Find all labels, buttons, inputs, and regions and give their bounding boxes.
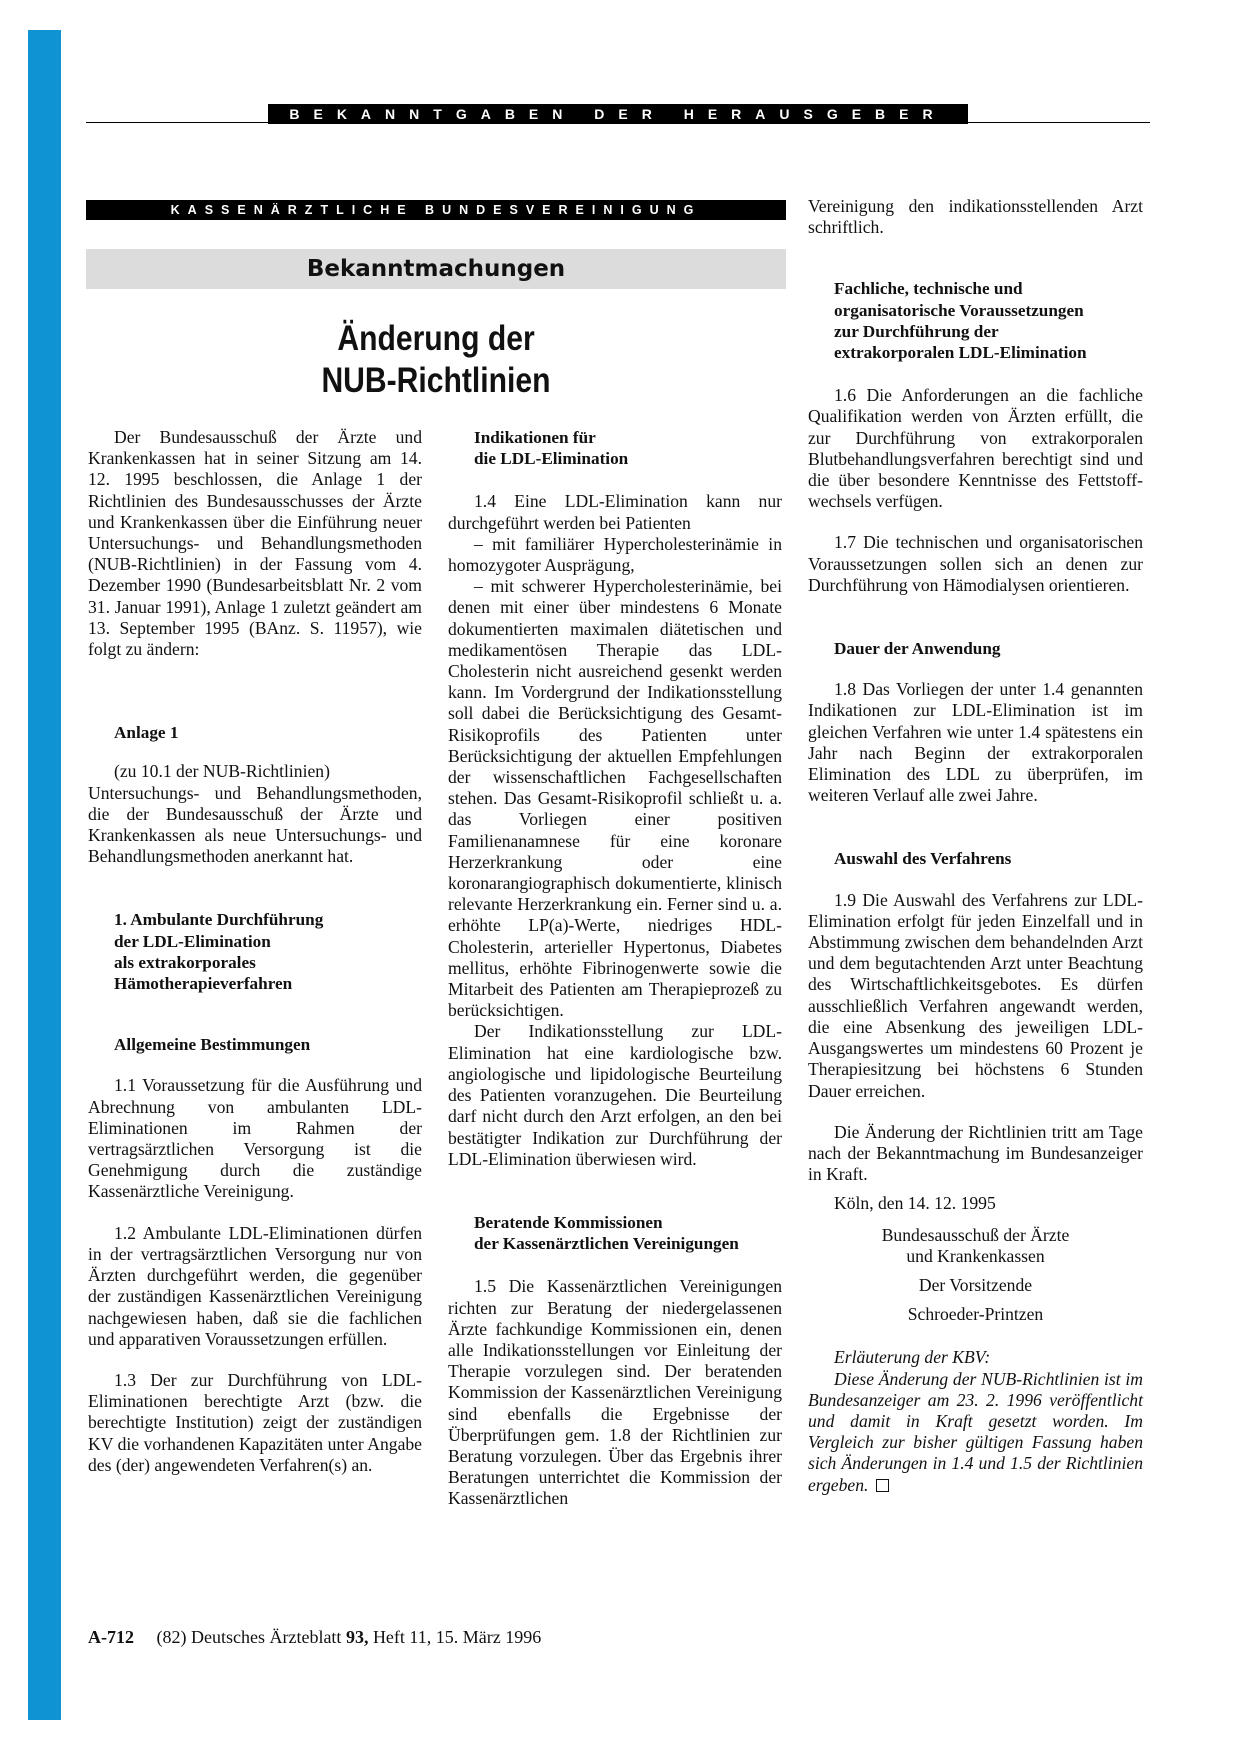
signatory-name: Schroeder-Printzen (907, 1304, 1044, 1325)
accent-bar (28, 30, 61, 1720)
end-of-article-box-icon (876, 1479, 889, 1492)
citation-post: Heft 11, 15. März 1996 (372, 1627, 542, 1647)
signatory-role: Der Vorsitzende (918, 1274, 1033, 1295)
note-heading: Erläuterung der KBV: (834, 1347, 991, 1368)
heading-beratende-kommissionen: Beratende Kommissionen der Kassenärztlichen Vereinigungen (474, 1212, 739, 1254)
heading-ambulante-durchfuehrung: 1. Ambulante Durchführung der LDL-Elimination als extrakorporales Hämotherapieverfahren (114, 910, 324, 994)
continuation-text: Vereinigung den indikationsstellenden Arzt schriftlich. (808, 196, 1143, 238)
paragraph-1-9: 1.9 Die Auswahl des Verfahrens zur LDL-Elimination erfolgt für jeden Einzelfall und in Abstimmung zwischen dem behandelnden Arzt und dem begutachtenden Arzt unter Beachtung des Wirtschaftlichkeitsgebotes. Es dürfen ausschließlich Verfahren angewandt werden, die eine Absenkung des jeweiligen LDL-Ausgangswertes um mindestens 60 Prozent je Therapiesitzung bei höchstens 6 Stunden Dauer erreichen. (808, 889, 1143, 1101)
column-2 (448, 427, 782, 1530)
paragraph-1-4-a: – mit familiärer Hypercholesterinämie in homozygoter Ausprägung, (448, 533, 782, 576)
anlage-text: Untersuchungs- und Behandlungsmethoden, die der Bundesausschuß der Ärzte und Krankenkassen als neue Untersuchungs- und Behandlungsmethoden anerkannt hat. (88, 782, 422, 867)
citation-volume: 93, (345, 1627, 369, 1647)
page-number: A-712 (88, 1627, 134, 1647)
title-line-1: Änderung der (337, 319, 535, 358)
section-banner: KASSENÄRZTLICHE BUNDESVEREINIGUNG (86, 200, 786, 220)
paragraph-1-8: 1.8 Das Vorliegen der unter 1.4 genannten Indikationen zur LDL-Elimination ist im gleichen Verfahren wie unter 1.4 spätestens ein Jahr nach Beginn der extrakorporalen Elimination des LDL zu überprüfen, im weiteren Verlauf alle zwei Jahre. (808, 679, 1143, 806)
title-line-2: NUB-Richtlinien (321, 361, 551, 400)
heading-allgemeine-bestimmungen: Allgemeine Bestimmungen (114, 1035, 311, 1055)
heading-fachliche-voraussetzungen: Fachliche, technische und organisatorische Voraussetzungen zur Durchführung der extrakorporalen LDL-Elimination (834, 279, 1087, 363)
note-text: Diese Änderung der NUB-Richtlinien ist im Bundesanzeiger am 23. 2. 1996 veröffentlicht und damit in Kraft gesetzt worden. Im Vergleich zur bisher gültigen Fassung haben sich Änderungen in 1.4 und 1.5 der Richtlinien ergeben. (808, 1368, 1143, 1495)
heading-indikationen: Indikationen für die LDL-Elimination (474, 428, 629, 469)
anlage-heading: Anlage 1 (114, 723, 179, 743)
column-3 (808, 196, 1143, 1496)
paragraph-1-1: 1.1 Voraussetzung für die Ausführung und Abrechnung von ambulanten LDL-Eliminationen im Rahmen der vertragsärztlichen Versorgung ist die Genehmigung durch die zuständige Kassenärztliche Vereinigung. (88, 1075, 422, 1202)
page-title (135, 318, 737, 402)
section-title: Bekanntmachungen (86, 249, 786, 289)
paragraph-1-5: 1.5 Die Kassenärztlichen Vereinigungen richten zur Beratung der niedergelassenen Ärzte fachkundige Kommissionen ein, denen alle Indikationsstellungen vor Einleitung der Therapie vorzulegen sind. Der beratenden Kommission der Kassenärztlichen Vereinigung sind ebenfalls die Ergebnisse der Überprüfungen gem. 1.8 der Richtlinien zur Beratung vorzulegen. Über das Ergebnis ihrer Beratungen unterrichtet die Kommission der Kassenärztlichen (448, 1276, 782, 1509)
paragraph-1-6: 1.6 Die Anforderungen an die fachliche Qualifikation werden von Ärzten erfüllt, die zur Durchführung von extrakorporalen Blutbehandlungsverfahren berechtigt sind und die über besondere Kenntnisse des Fettstoffwechsels verfügen. (808, 385, 1143, 512)
paragraph-1-3: 1.3 Der zur Durchführung von LDL-Eliminationen berechtigte Arzt (bzw. die berechtigte Institution) zeigt der zuständigen KV die vorhandenen Kapazitäten unter Angabe des (der) angewendeten Verfahren(s) an. (88, 1369, 422, 1475)
signatory-organisation: Bundesausschuß der Ärzte und Krankenkassen (881, 1224, 1070, 1266)
heading-auswahl-des-verfahrens: Auswahl des Verfahrens (834, 849, 1012, 869)
place-date: Köln, den 14. 12. 1995 (834, 1193, 996, 1214)
publisher-banner: BEKANNTGABEN DER HERAUSGEBER (268, 104, 968, 124)
paragraph-1-7: 1.7 Die technischen und organisatorischen Voraussetzungen sollen sich an denen zur Durchführung von Hämodialysen orientieren. (808, 532, 1143, 595)
paragraph-1-4-b: – mit schwerer Hypercholesterinämie, bei denen mit einer über mindestens 6 Monate dokumentierten maximalen diätetischen und medikamentösen Therapie das LDL-Cholesterin nicht ausreichend gesenkt werden kann. Im Vordergrund der Indikationsstellung soll dabei die Berücksichtigung des Gesamt-Risikoprofils des Patienten unter Berücksichtigung der aktuellen Empfehlungen der wissenschaftlichen Fachgesellschaften stehen. Das Gesamt-Risikoprofil schließt u. a. das Vorliegen einer positiven Familienanamnese für eine koronare Herzerkrankung oder eine koronarangiographisch dokumentierte, klinisch relevante Herzerkrankung ein. Ferner sind u. a. erhöhte LP(a)-Werte, niedriges HDL-Cholesterin, arterieller Hypertonus, Diabetes mellitus, erhöhte Fibrinogenwerte sowie die Mitarbeit des Patienten am Therapieprozeß zu berücksichtigen. (448, 576, 782, 1021)
paragraph-1-4: 1.4 Eine LDL-Elimination kann nur durchgeführt werden bei Patienten (448, 491, 782, 533)
column-1 (88, 427, 422, 1496)
paragraph-final: Die Änderung der Richtlinien tritt am Tage nach der Bekanntmachung im Bundesanzeiger in Kraft. (808, 1121, 1143, 1185)
anlage-reference: (zu 10.1 der NUB-Richtlinien) (114, 761, 330, 782)
page-footer (88, 1627, 541, 1648)
citation-pre: (82) Deutsches Ärzteblatt (156, 1627, 342, 1647)
paragraph-1-2: 1.2 Ambulante LDL-Eliminationen dürfen in der vertragsärztlichen Versorgung nur von Ärzten durchgeführt werden, die gegenüber der zuständigen Kassenärztlichen Vereinigung nachgewiesen haben, daß sie die fachlichen und apparativen Voraussetzungen erfüllen. (88, 1222, 422, 1349)
paragraph-1-4-c: Der Indikationsstellung zur LDL-Elimination hat eine kardiologische bzw. angiologische und lipidologische Beurteilung des Patienten voranzugehen. Die Beurteilung darf nicht durch den Arzt erfolgen, an den bei bestätigter Indikation zur Durchführung der LDL-Elimination überwiesen wird. (448, 1021, 782, 1169)
heading-dauer-der-anwendung: Dauer der Anwendung (834, 639, 1001, 659)
intro-paragraph: Der Bundesausschuß der Ärzte und Krankenkassen hat in seiner Sitzung am 14. 12. 1995 beschlossen, die Anlage 1 der Richtlinien des Bundesausschusses der Ärzte und Krankenkassen über die Einführung neuer Untersuchungs- und Behandlungsmethoden (NUB-Richtlinien) in der Fassung vom 4. Dezember 1990 (Bundesarbeitsblatt Nr. 2 vom 31. Januar 1991), Anlage 1 zuletzt geändert am 13. September 1995 (BAnz. S. 11957), wie folgt zu ändern: (88, 427, 422, 660)
